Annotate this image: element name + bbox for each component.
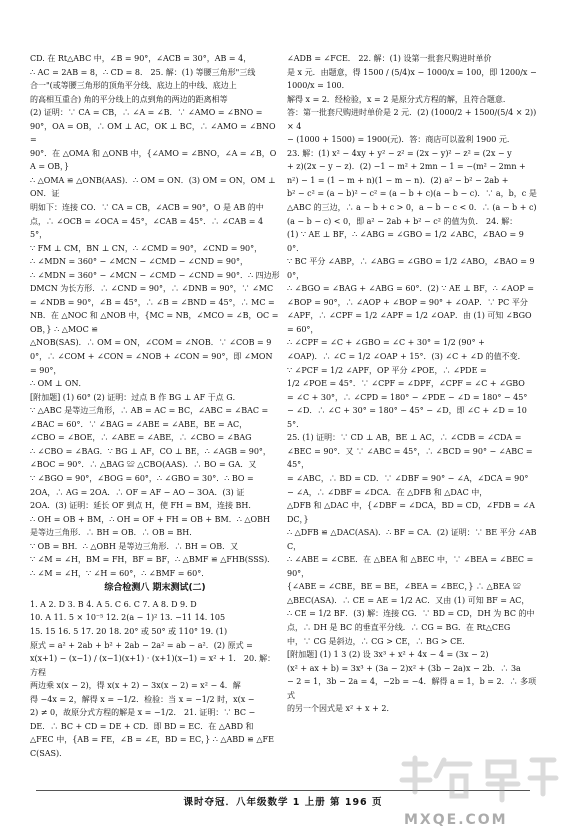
right-line: − 2 = 1，3b − 2a = 4，−2b = −4．解得 a = 1，b = 2．∴ 多项式 [287, 677, 537, 700]
right-line: [附加题] (1) 1 3 (2) 设 3x³ + x² + 4x − 4 = (3x − 2) [287, 650, 489, 660]
section-title: 综合检测八 期末测试(二) [104, 583, 206, 594]
left-line: (2) 证明：∵ CA = CB，∴ ∠A = ∠B．∵ ∠AMO = ∠BNO = [30, 108, 263, 118]
left-line: 2OA．(3) 证明：延长 OF 到点 H，使 FH = BM，连接 BH． [30, 501, 257, 511]
left-answer-line: x(x+1) − (x−1) / (x−1)(x+1) · (x+1)(x−1) = x² + 1． 20. 解：方程 [30, 654, 276, 677]
left-line: NB．在 △NOC 和 △NOB 中，{MC = NB，∠MCO = ∠B，OC = OB，} ∴ △MOC ≌ [30, 311, 279, 334]
left-line: ∵ FM ⊥ CM，BN ⊥ CN，∴ ∠CMD = 90°，∠CND = 90°， [30, 243, 263, 253]
right-line: (1) ∵ AE ⊥ BF，∴ ∠ABG = ∠GBO = 1/2 ∠ABC，∠BAO = 90°． [287, 230, 524, 253]
right-line: 点，∴ DH 是 BC 的垂直平分线．∴ CG = BG．在 Rt△CEG [287, 622, 511, 632]
right-line: ∠BEC = 90°．又 ∵ ∠ABC = 45°，∴ ∠BCD = 90° − ∠ABC = 45°， [287, 446, 533, 470]
watermark-text: MXQE.COM [404, 812, 508, 828]
left-line: DMCN 为长方形．∴ ∠CND = 90°，∴ ∠DNB = 90°，∵ ∠MC [30, 284, 274, 294]
left-line: ∴ ∠CBO = ∠BAG．∵ BG ⊥ AF，CO ⊥ BE，∴ ∠AGB = 90°， [30, 446, 271, 456]
left-line: [附加题] (1) 60° (2) 证明：过点 B 作 BG ⊥ AF 于点 G． [30, 392, 241, 402]
right-line: ∵ ∠PCF = 1/2 ∠APF，OP 平分 ∠POE，∴ ∠PDE = [287, 365, 487, 375]
right-line: ∠APF，∴ ∠CPF = 1/2 ∠APF = 1/2 ∠OAP．由 (1) 可知 ∠BGO = 60°， [287, 311, 532, 334]
left-line: ∴ OH = OB + BM，∴ OH = OF + FH = OB + BM．∴ △OBH 是等边三角形．∴ BH = OB．∴ OB = BH． [30, 514, 270, 538]
left-line: 点，∴ ∠OCB = ∠OCA = 45°，∠CAB = 45°．∴ ∠CAB = 45°， [30, 216, 264, 240]
left-answer-line: 原式 = a² + 2ab + b² + 2ab − 2a² = ab − a²．(2) 原式 = [30, 640, 253, 650]
left-line: ∠BOC = 90°．∴ △BAG ≌ △CBO(AAS)．∴ BO = GA．又 [30, 460, 257, 470]
right-line: ∠BOP = 90°，∴ ∠AOP + ∠BOP = 90° + ∠OAP．∵ PC 平分 [287, 297, 528, 307]
left-answer-line: 2) ≠ 0，故原分式方程的解是 x = −1/2． 21. 证明：∵ BC − [30, 708, 256, 718]
left-line: 的高相互重合) 角的平分线上的点到角的两边的距离相等 [30, 94, 228, 104]
right-line: 的另一个因式是 x² + x + 2． [287, 704, 395, 714]
left-answer-line: DE．∴ BC + CD = DE + CD．即 BD = EC．在 △ABD 和 [30, 721, 254, 731]
left-line: = ∠NDB = 90°，∠B = 45°，∴ ∠B = ∠BND = 45°，∴ MC = [30, 297, 275, 307]
right-line: + z)(2x − y − z)．(2) −1 − m² + 2mn − 1 = −(m² − 2mn + [287, 162, 526, 172]
left-line: CD. 在 Rt△ABC 中，∠B = 90°，∠ACB = 30°，AB = 4， [30, 54, 252, 63]
right-line: 1/2 ∠POE = 45°．∵ ∠CPF = ∠DPF，∠CPF = ∠C + ∠GBO [287, 379, 525, 389]
right-line: n²) − 1 = (1 − m + n)(1 − m − n)．(2) a² − b² − 2ab + [287, 175, 509, 185]
left-line: ∠BAC = 60°．∵ ∠BAG = ∠ABE = ∠ABE，BE = AC， [30, 419, 248, 429]
left-answer-line: 两边乘 x(x − 2)，得 x(x + 2) − 3x(x − 2) = x² − 4．解 [30, 681, 241, 691]
right-line: b² − c² = (a − b)² − c² = (a − b + c)(a − b − c)．∵ a，b，c 是 [287, 189, 537, 199]
left-line: △NOB(SAS)．∴ OM = ON，∠COM = ∠NOB．∵ ∠COB = 90°，∴ ∠COM + ∠CON = ∠NOB + ∠CON = 90°，即 ∠MON = 90°， [30, 338, 273, 375]
right-column [287, 52, 539, 716]
left-line: ∵ ∠BGO = 90°，∠BOG = 60°，∴ ∠GBO = 30°．∴ BO = [30, 473, 254, 483]
left-answer-line: 10. A 11. 5 × 10⁻⁵ 12. 2(a − 1)² 13. −11 14. 105 [30, 613, 226, 623]
right-line: 是 x 元．由题意，得 1500 / (5/4)x − 1000/x = 100，即 1200/x − 1000/x = 100． [287, 67, 537, 91]
right-line: ∴ ∠CPF = ∠C + ∠GBO = ∠C + 30° = 1/2 (90° + [287, 338, 485, 348]
right-line: ∴ CE = 1/2 BF．(3) 解：连接 CG．∵ BD = CD，DH 为 BC 的中 [287, 609, 535, 619]
right-line: ∠ADB = ∠FCE． 22. 解：(1) 设第一批套尺购进时单价 [287, 54, 492, 63]
left-line: 合一"(或等腰三角形的顶角平分线、底边上的中线、底边上 [30, 81, 237, 91]
left-line: ∴ △OMA ≌ △ONB(AAS)．∴ OM = ON．(3) OM = ON，OM ⊥ ON．证 [30, 175, 276, 199]
left-answer-line: 得 −4x = 2，解得 x = −1/2．检验：当 x = −1/2 时，x(x − [30, 694, 255, 704]
left-line: ∴ AC = 2AB = 8，∴ CD = 8． 25. 解：(1) 等腰三角形"三线 [30, 67, 256, 77]
right-line: ∴ ∠ABE = ∠CBE．在 △BEA 和 △BEC 中，∵ ∠BEA = ∠BEC = 90°， [287, 555, 534, 578]
right-line: − ∠D．∴ ∠C + 30° = 180° − 45° − ∠D，即 ∠C + ∠D = 105°． [287, 406, 527, 429]
left-line: ∵ ∠M = ∠H，BM = FH，BF = BF，∴ △BMF ≌ △FHB(SSS)． [30, 555, 276, 565]
left-line: ∠CBO = ∠BOE，∴ ∠ABE = ∠ABE，∴ ∠CBO = ∠BAG [30, 433, 252, 443]
left-line: 2OA，∴ AG = 2OA．∴ OF = AF − AO − 3OA．(3) 证 [30, 487, 245, 497]
left-answer-line: 15. 15 16. 5 17. 20 18. 20° 或 50° 或 110° 19. (1) [30, 626, 228, 636]
right-line: {∠ABE = ∠CBE，BE = BE，∠BEA = ∠BEC，} ∴ △BEA ≌ [287, 582, 521, 592]
right-line: ∴ ∠BGO = ∠BAG + ∠ABG = 60°．(2) ∵ AE ⊥ BF，∴ ∠AOP = [287, 284, 534, 294]
right-line: 解得 x = 2．经检验，x = 2 是原分式方程的解，且符合题意． [287, 94, 511, 104]
right-line: 答：第一批套尺购进时单价是 2 元．(2) (1000/2 + 1500/(5/4 × 2)) × 4 [287, 108, 537, 131]
right-line: (a − b − c) < 0，即 a² − 2ab + b² − c² 的值为负． 24. 解： [287, 216, 518, 226]
left-line: ∴ OM ⊥ ON． [30, 379, 87, 389]
left-line: 明如下：连接 CO．∵ CA = CB，∠ACB = 90°，O 是 AB 的中 [30, 203, 264, 213]
left-line: 90°．在 △OMA 和 △ONB 中，{∠AMO = ∠BNO，∠A = ∠B，OA = OB，} [30, 148, 277, 172]
right-line: △ABC 的三边，∴ a − b + c > 0，a − b − c < 0．∴ (a − b + c) [287, 203, 537, 213]
left-line: ∴ ∠MDN = 360° − ∠MCN − ∠CMD − ∠CND = 90°．∴ 四边形 [30, 270, 280, 280]
right-line: 25. (1) 证明：∵ CD ⊥ AB，BE ⊥ AC，∴ ∠CDB = ∠CDA = [287, 433, 522, 443]
right-line: 23. 解：(1) x² − 4xy + y² − z² = (2x − y)² − z² = (2x − y [287, 148, 512, 158]
left-line: ∴ ∠M = ∠H，∵ ∠H = 60°，∴ ∠BMF = 60°． [30, 568, 210, 578]
left-line: ∵ △ABC 是等边三角形，∴ AB = AC = BC，∠ABC = ∠BAC = [30, 406, 269, 416]
right-line: 中，∵ CG 是斜边，∴ CG > CE，∴ BG > CE． [287, 636, 471, 646]
right-line: = ∠ABC，∴ BD = CD．∵ ∠DBF = 90° − ∠A，∠DCA = 90° [287, 473, 529, 483]
right-line: ∵ BC 平分 ∠ABP，∴ ∠ABG = ∠GBO = 1/2 ∠ABO，∠BAO = 90°， [287, 257, 535, 280]
right-line: ∠OAP)．∴ ∠C = 1/2 ∠OAP + 15°．(3) ∠C + ∠D 的值不变． [287, 352, 526, 362]
left-column [30, 52, 280, 760]
right-line: (x² + ax + b) = 3x³ + (3a − 2)x² + (3b − 2a)x − 2b．∴ 3a [287, 663, 521, 673]
left-line: ∵ OB = BH．∴ △OBH 是等边三角形．∴ BH = OB．又 [30, 541, 239, 551]
left-answer-line: △FEC 中，{AB = FE，∠B = ∠E，BD = EC，} ∴ △ABD ≌ △FEC(SAS)． [30, 735, 274, 758]
page-footer: 课时夺冠．八年级数学 1 上册 第 196 页 [183, 797, 383, 808]
right-line: ∴ △DFB ≌ △DAC(ASA)．∴ BF = CA．(2) 证明：∵ BE 平分 ∠ABC， [287, 528, 537, 551]
left-answer-line: 1. A 2. D 3. B 4. A 5. C 6. C 7. A 8. D 9. D [30, 599, 197, 609]
right-line: − ∠A，∴ ∠DBF = ∠DCA．在 △DFB 和 △DAC 中， [287, 487, 488, 497]
right-line: △DFB 和 △DAC 中，{∠DBF = ∠DCA，BD = CD，∠FDB = ∠ADC，} [287, 501, 535, 524]
right-line: = ∠C + 30°，∴ ∠CPD = 180° − ∠PDE − ∠D = 180° − 45° [287, 392, 528, 402]
right-line: △BEC(ASA)．∴ CE = AE = 1/2 AC．又由 (1) 可知 BF = AC， [287, 595, 530, 605]
right-line: − (1000 + 1500) = 1900(元)．答：商店可以盈利 1900 元． [287, 135, 515, 145]
left-line: ∴ ∠MDN = 360° − ∠MCN − ∠CMD − ∠CND = 90°， [30, 257, 249, 267]
left-line: 90°，OA = OB，∴ OM ⊥ AC，OK ⊥ BC，∴ ∠AMO = ∠BNO = [30, 121, 276, 145]
